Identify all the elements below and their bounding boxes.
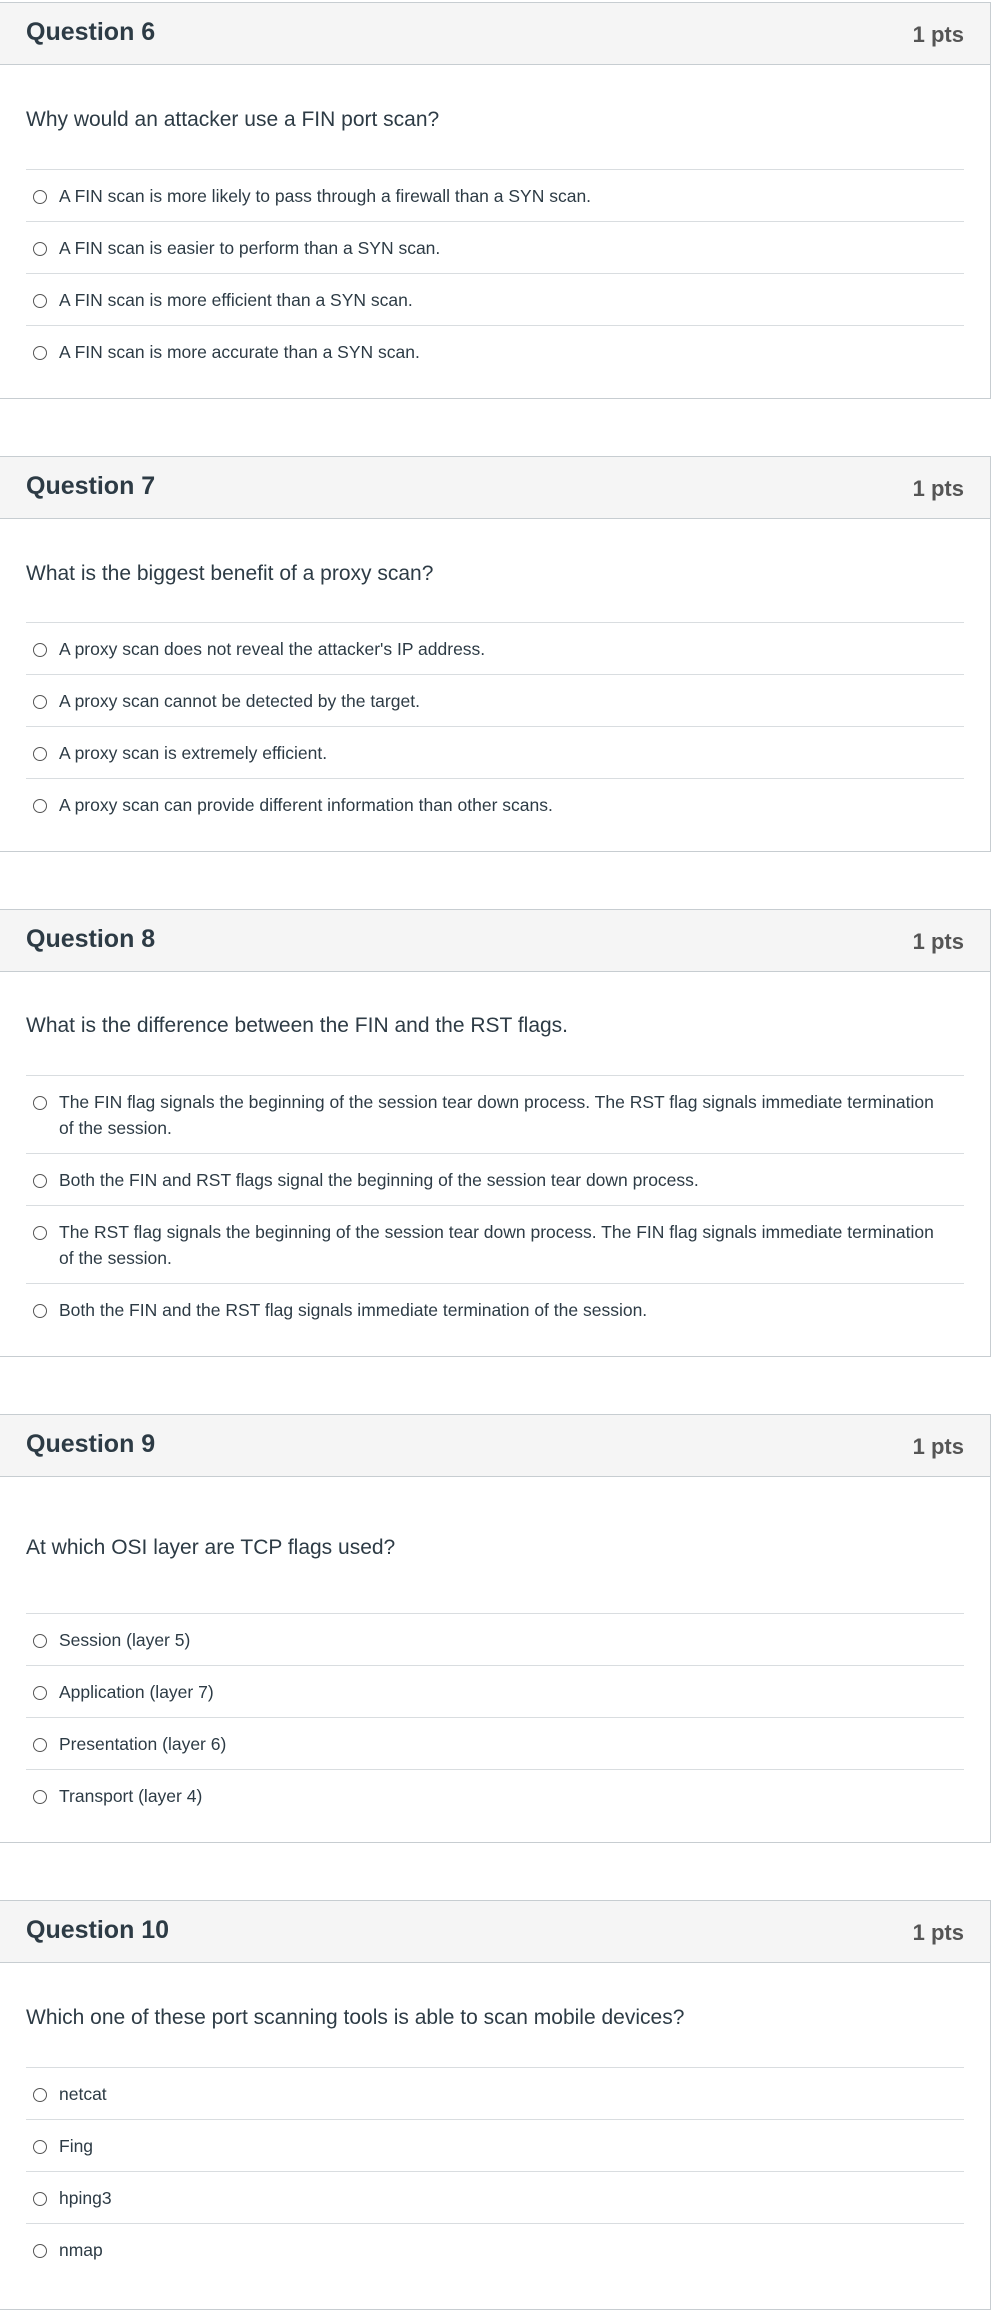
answer-option[interactable]: [26, 274, 964, 326]
answer-label: Fing: [59, 2136, 94, 2156]
answer-label: A FIN scan is more efficient than a SYN scan.: [59, 290, 413, 310]
question-title: Question 8: [26, 925, 156, 953]
radio-button[interactable]: [33, 1686, 47, 1700]
radio-button[interactable]: [33, 2088, 47, 2102]
answer-option[interactable]: [26, 1718, 964, 1770]
answer-list: [26, 1613, 964, 1821]
radio-button[interactable]: [33, 294, 47, 308]
answer-option[interactable]: [26, 1154, 964, 1206]
question-points: 1 pts: [912, 476, 964, 501]
question-7: [0, 456, 991, 852]
question-header: [0, 1415, 990, 1477]
radio-button[interactable]: [33, 1226, 47, 1240]
answer-label: A proxy scan does not reveal the attacker's IP address.: [59, 639, 486, 659]
radio-button[interactable]: [33, 1304, 47, 1318]
answer-label: nmap: [59, 2240, 103, 2260]
question-text: What is the biggest benefit of a proxy scan?: [26, 562, 434, 585]
question-text: At which OSI layer are TCP flags used?: [26, 1536, 396, 1559]
answer-label: A proxy scan cannot be detected by the target.: [59, 691, 420, 711]
answer-label: Presentation (layer 6): [59, 1734, 227, 1754]
radio-button[interactable]: [33, 1174, 47, 1188]
answer-option[interactable]: [26, 222, 964, 274]
radio-button[interactable]: [33, 2192, 47, 2206]
radio-button[interactable]: [33, 695, 47, 709]
answer-label: Both the FIN and RST flags signal the beginning of the session tear down process.: [59, 1170, 699, 1190]
question-title: Question 6: [26, 18, 156, 46]
answer-option[interactable]: [26, 2224, 964, 2275]
answer-option[interactable]: [26, 170, 964, 222]
answer-label: The FIN flag signals the beginning of the session tear down process. The RST flag signals immediate termination of the session.: [59, 1092, 934, 1138]
radio-button[interactable]: [33, 1738, 47, 1752]
radio-button[interactable]: [33, 346, 47, 360]
question-points: 1 pts: [912, 929, 964, 954]
radio-button[interactable]: [33, 1634, 47, 1648]
answer-list: [26, 2067, 964, 2275]
question-text: What is the difference between the FIN and the RST flags.: [26, 1014, 569, 1037]
radio-button[interactable]: [33, 1096, 47, 1110]
question-8: [0, 909, 991, 1357]
question-title: Question 10: [26, 1916, 170, 1944]
answer-option[interactable]: [26, 675, 964, 727]
answer-option[interactable]: [26, 727, 964, 779]
radio-button[interactable]: [33, 747, 47, 761]
radio-button[interactable]: [33, 190, 47, 204]
answer-option[interactable]: [26, 1076, 964, 1154]
answer-option[interactable]: [26, 779, 964, 830]
answer-label: The RST flag signals the beginning of the session tear down process. The FIN flag signals immediate termination of the session.: [59, 1222, 934, 1268]
answer-option[interactable]: [26, 326, 964, 377]
question-header: [0, 910, 990, 972]
answer-label: A proxy scan is extremely efficient.: [59, 743, 328, 763]
radio-button[interactable]: [33, 799, 47, 813]
answer-option[interactable]: [26, 1614, 964, 1666]
answer-option[interactable]: [26, 2120, 964, 2172]
answer-list: [26, 169, 964, 377]
radio-button[interactable]: [33, 1790, 47, 1804]
answer-label: Transport (layer 4): [59, 1786, 203, 1806]
answer-option[interactable]: [26, 2068, 964, 2120]
question-points: 1 pts: [912, 1434, 964, 1459]
question-9: [0, 1414, 991, 1843]
question-header: [0, 1901, 990, 1963]
question-6: [0, 2, 991, 399]
answer-label: Application (layer 7): [59, 1682, 214, 1702]
question-10: [0, 1900, 991, 2310]
answer-label: Session (layer 5): [59, 1630, 191, 1650]
answer-option[interactable]: [26, 1666, 964, 1718]
question-title: Question 7: [26, 472, 156, 500]
radio-button[interactable]: [33, 242, 47, 256]
answer-option[interactable]: [26, 1284, 964, 1335]
question-text: Why would an attacker use a FIN port scan?: [26, 108, 440, 131]
radio-button[interactable]: [33, 643, 47, 657]
answer-option[interactable]: [26, 1770, 964, 1821]
answer-option[interactable]: [26, 1206, 964, 1284]
answer-option[interactable]: [26, 623, 964, 675]
answer-label: A proxy scan can provide different information than other scans.: [59, 795, 553, 815]
answer-label: A FIN scan is more likely to pass through a firewall than a SYN scan.: [59, 186, 592, 206]
answer-label: A FIN scan is more accurate than a SYN scan.: [59, 342, 420, 362]
answer-list: [26, 622, 964, 830]
question-header: [0, 457, 990, 519]
answer-label: Both the FIN and the RST flag signals immediate termination of the session.: [59, 1300, 648, 1320]
answer-label: hping3: [59, 2188, 112, 2208]
radio-button[interactable]: [33, 2140, 47, 2154]
answer-label: netcat: [59, 2084, 107, 2104]
question-header: [0, 3, 990, 65]
answer-label: A FIN scan is easier to perform than a SYN scan.: [59, 238, 441, 258]
question-title: Question 9: [26, 1430, 156, 1458]
question-points: 1 pts: [912, 1920, 964, 1945]
answer-list: [26, 1075, 964, 1335]
radio-button[interactable]: [33, 2244, 47, 2258]
question-text: Which one of these port scanning tools is able to scan mobile devices?: [26, 2006, 685, 2029]
question-points: 1 pts: [912, 22, 964, 47]
answer-option[interactable]: [26, 2172, 964, 2224]
